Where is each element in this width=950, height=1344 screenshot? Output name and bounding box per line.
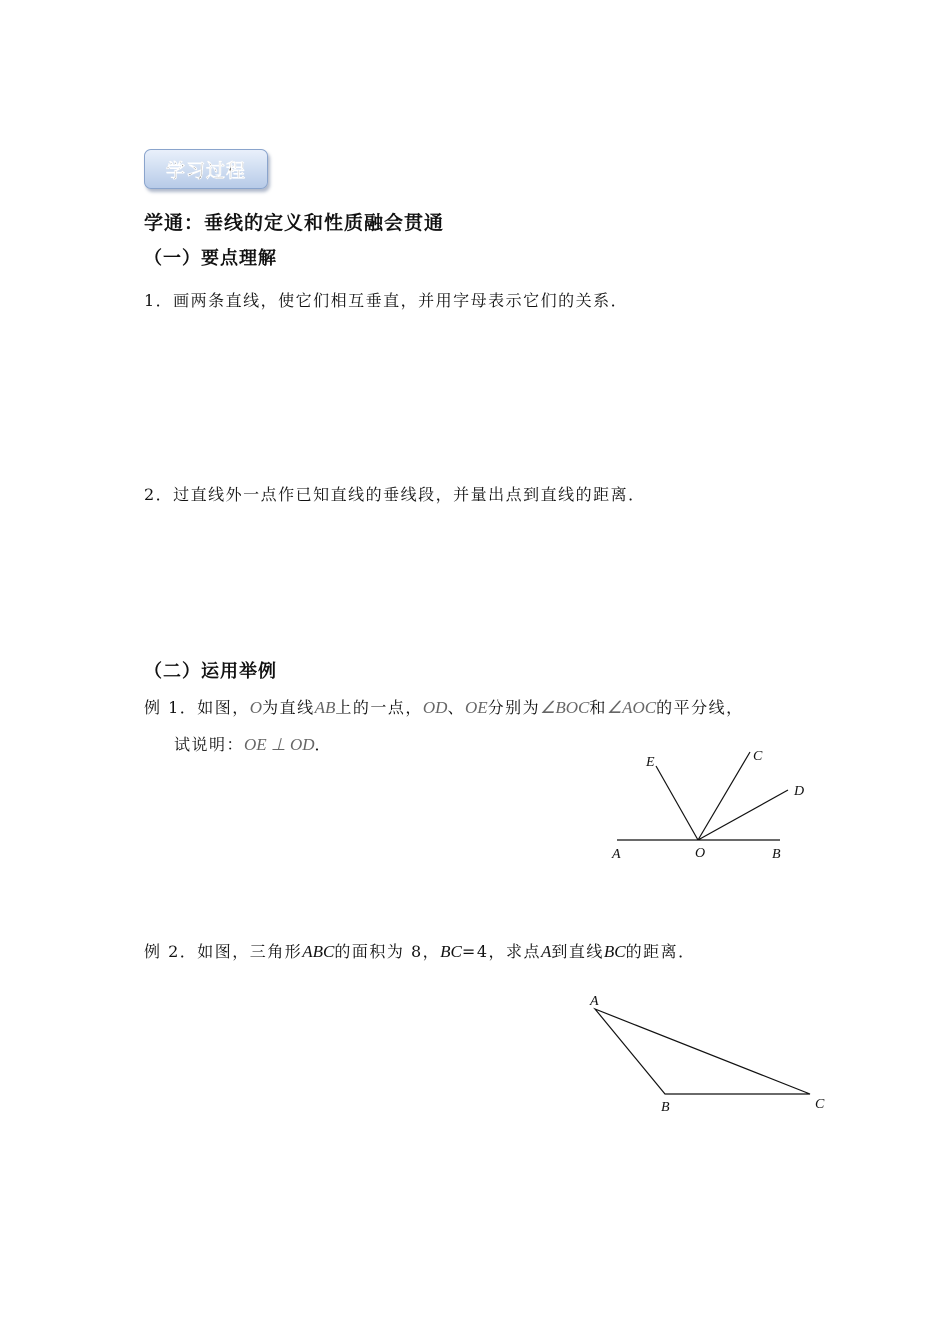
section-badge-label: 学习过程	[165, 159, 246, 182]
page-title: 学通：垂线的定义和性质融会贯通	[144, 212, 445, 234]
part2-heading: （二）运用举例	[144, 661, 277, 682]
ex1-line2-prefix: 试说明：	[174, 735, 245, 754]
ex2-text: 的距离．	[625, 942, 696, 961]
label-O: O	[695, 846, 706, 861]
ex2-text: =4，求点	[461, 942, 541, 961]
ex2-text: 到直线	[551, 942, 604, 961]
ex1-relation: OE ⊥ OD	[244, 735, 315, 754]
ex1-text: 上的一点，	[335, 698, 423, 717]
part1-heading: （一）要点理解	[144, 248, 277, 269]
ex2-side-BC: BC	[440, 942, 462, 961]
section-badge	[144, 149, 268, 189]
ex1-sep: 、	[447, 698, 465, 717]
ex1-text: 为直线	[262, 698, 315, 717]
label-C: C	[753, 749, 763, 764]
example-1-figure	[600, 740, 820, 870]
ex2-line-BC: BC	[603, 942, 626, 961]
ex1-line-AB: AB	[314, 698, 336, 717]
ray-OE	[656, 766, 698, 840]
ex1-point-O: O	[249, 698, 263, 717]
question-2: 2．过直线外一点作已知直线的垂线段，并量出点到直线的距离．	[144, 485, 646, 504]
ex1-prefix: 例 1．如图，	[144, 698, 250, 717]
ex2-triangle-ABC: ABC	[302, 942, 335, 961]
ray-OC	[698, 752, 750, 840]
ex1-angle-AOC: ∠AOC	[606, 698, 657, 717]
ex1-ray-OD: OD	[422, 698, 448, 717]
example-2-figure	[580, 985, 830, 1120]
question-1: 1．画两条直线，使它们相互垂直，并用字母表示它们的关系．	[144, 291, 629, 310]
ex2-prefix: 例 2．如图，三角形	[144, 942, 303, 961]
ex1-ray-OE: OE	[464, 698, 488, 717]
label-E: E	[646, 755, 655, 770]
label-B: B	[772, 847, 781, 862]
label-C: C	[815, 1097, 825, 1112]
ex1-end: ．	[314, 735, 333, 754]
ex1-text: 的平分线，	[656, 698, 744, 717]
ex1-angle-BOC: ∠BOC	[540, 698, 590, 717]
label-A: A	[590, 994, 599, 1009]
example-1-text	[144, 695, 744, 718]
triangle-ABC	[595, 1009, 810, 1094]
ex2-point-A: A	[541, 942, 552, 961]
example-2-text	[144, 939, 696, 962]
label-B: B	[661, 1100, 670, 1115]
example-1-line2	[174, 732, 332, 755]
ex2-text: 的面积为 8，	[334, 942, 441, 961]
ex1-text: 分别为	[487, 698, 541, 717]
ray-OD	[698, 790, 788, 840]
ex1-text: 和	[589, 698, 607, 717]
label-A: A	[612, 847, 621, 862]
label-D: D	[794, 784, 805, 799]
